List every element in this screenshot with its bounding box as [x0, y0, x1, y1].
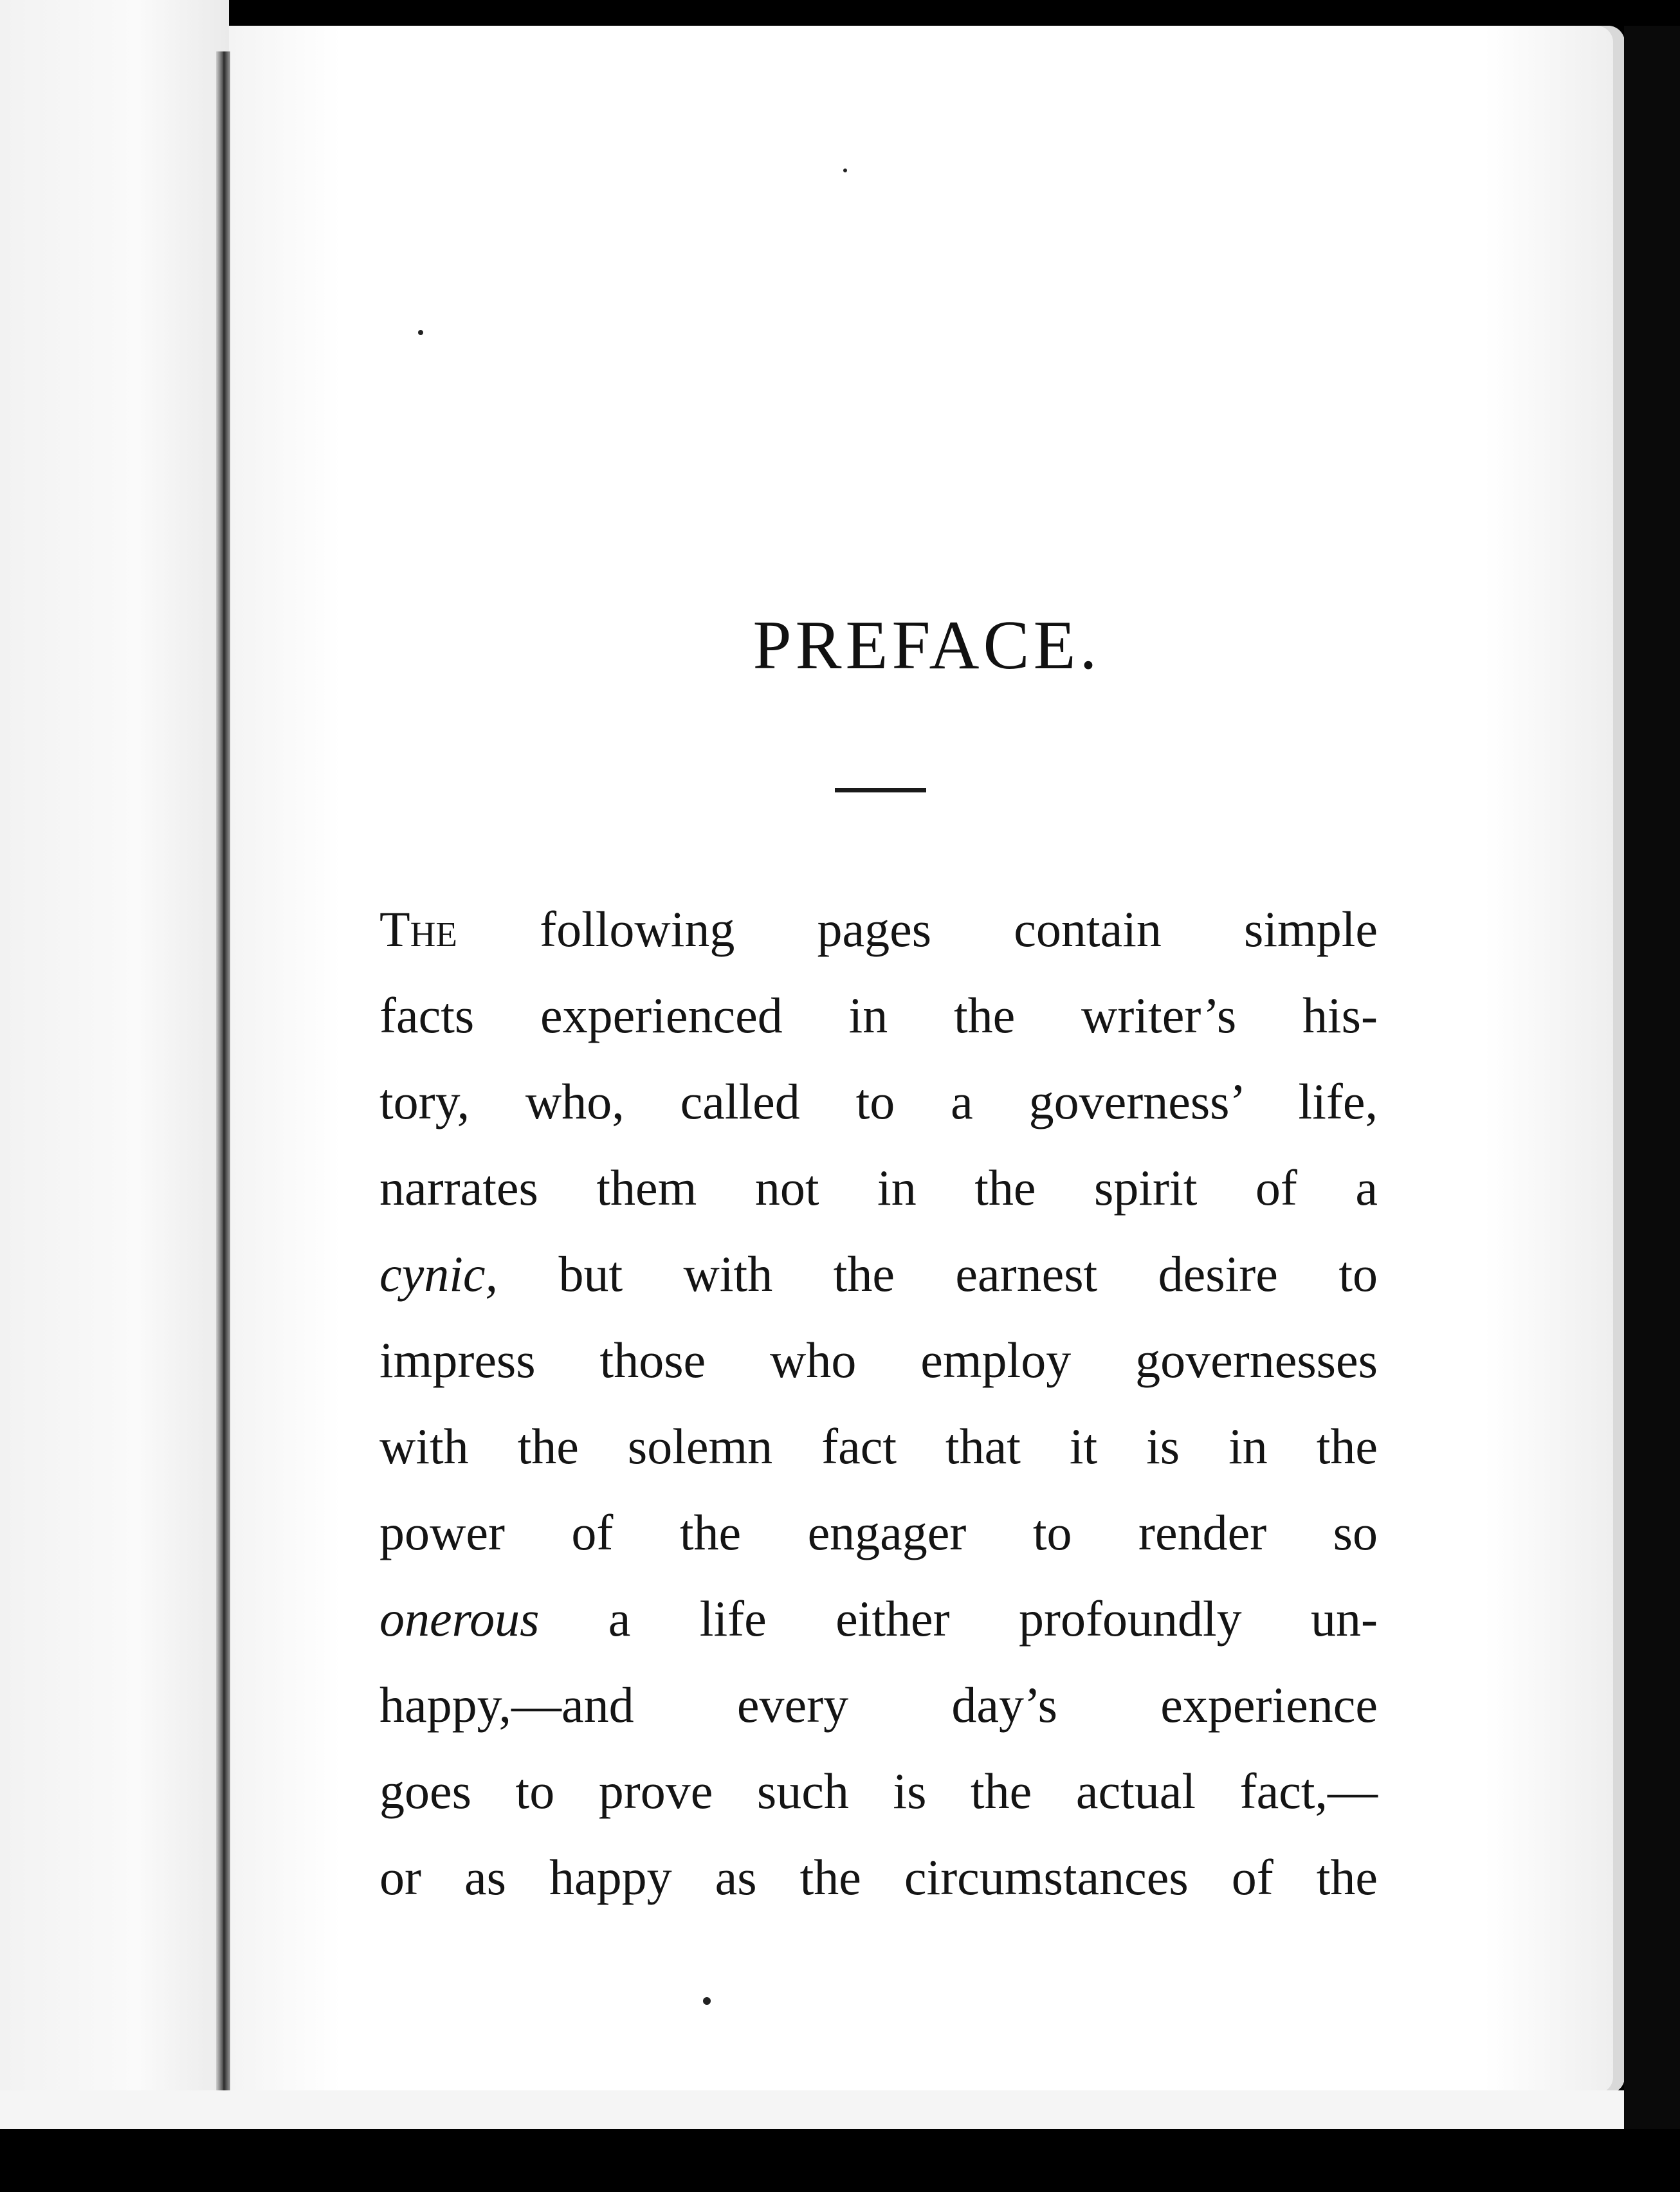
text-line-2: facts experienced in the writer’s his-: [379, 987, 1378, 1043]
binding-gutter: [216, 51, 230, 2094]
text-line-10: happy,—and every day’s experience: [379, 1677, 1378, 1733]
drop-word: The: [379, 901, 457, 957]
text-line-11: goes to prove such is the actual fact,—: [379, 1763, 1378, 1819]
text-line-1: The following pages contain simple: [379, 901, 1378, 957]
text-line-8: power of the engager to render so: [379, 1504, 1378, 1560]
italic-word: cynic,: [379, 1246, 498, 1302]
text-line-7: with the solemn fact that it is in the: [379, 1418, 1378, 1474]
text-line-4: narrates them not in the spirit of a: [379, 1160, 1378, 1216]
italic-word: onerous: [379, 1591, 540, 1647]
scan-speck: [703, 1997, 711, 2005]
title-rule: [835, 788, 926, 792]
scan-bottom-margin: [0, 2090, 1647, 2129]
text-line-5: cynic, but with the earnest desire to: [379, 1246, 1378, 1302]
facing-page-edge: [0, 0, 229, 2090]
preface-body: [379, 886, 1378, 1921]
scan-speck: [843, 169, 847, 172]
text-line-3: tory, who, called to a governess’ life,: [379, 1073, 1378, 1129]
text-line-9: onerous a life either profoundly un-: [379, 1591, 1378, 1647]
page-title: PREFACE.: [753, 607, 1101, 684]
scan-speck: [418, 330, 423, 335]
scan-right-border: [1624, 26, 1680, 2129]
text-line-12: or as happy as the circumstances of the: [379, 1849, 1378, 1905]
text-line-6: impress those who employ governesses: [379, 1332, 1378, 1388]
